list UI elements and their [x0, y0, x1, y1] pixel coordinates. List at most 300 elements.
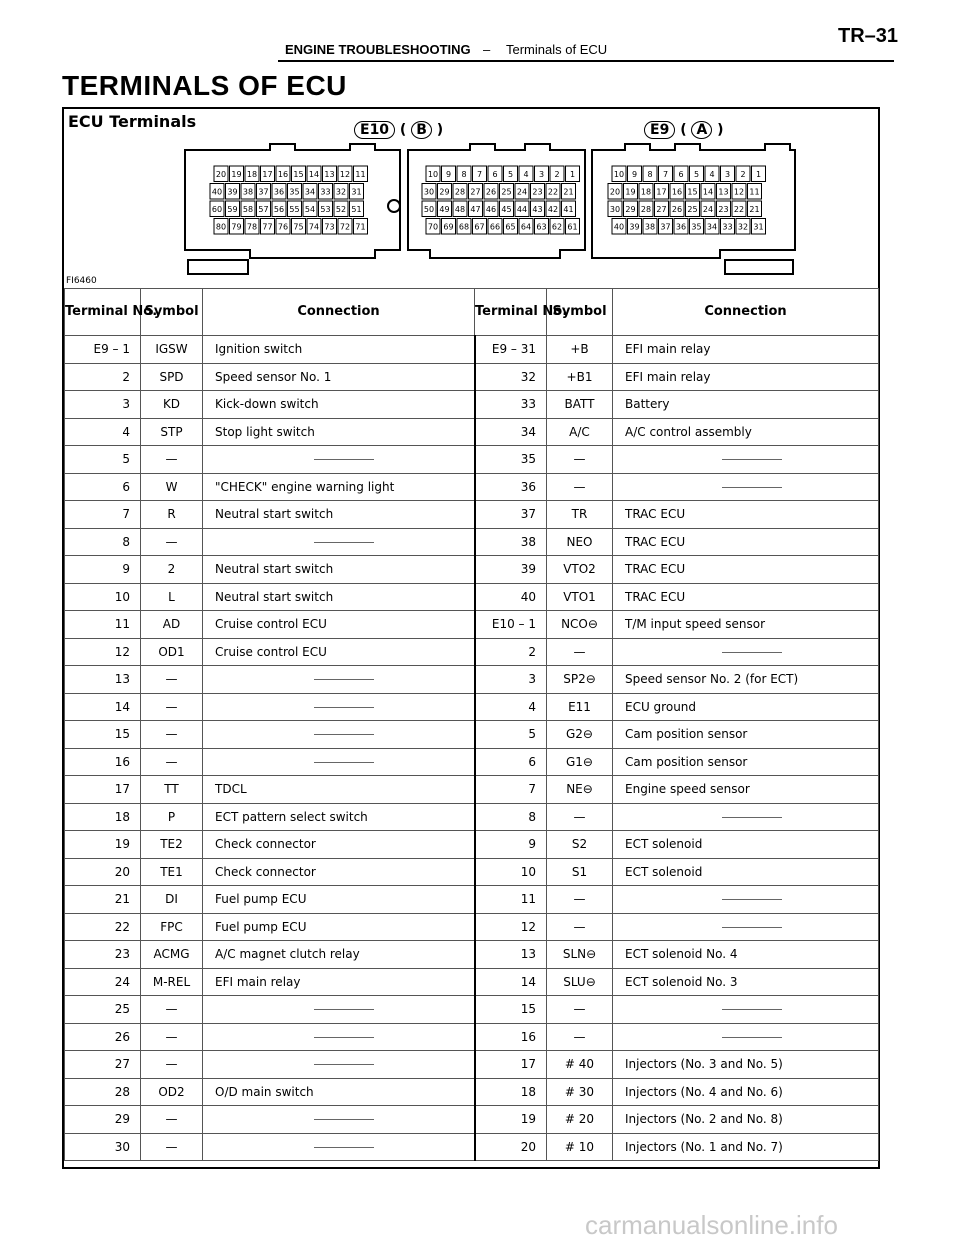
symbol-text: R — [167, 507, 176, 522]
terminal-no-text: 16 — [114, 754, 130, 769]
pin-number: 16 — [671, 187, 683, 197]
symbol-text: — — [165, 672, 178, 687]
symbol-cell — [547, 721, 613, 749]
connection-text: TRAC ECU — [625, 589, 686, 604]
pin-number: 23 — [532, 187, 543, 197]
connection-text: Check connector — [215, 837, 316, 852]
symbol-text: SP2⊖ — [563, 672, 596, 687]
connection-text: ECT solenoid No. 4 — [625, 947, 738, 962]
symbol-text: # 10 — [564, 1139, 595, 1154]
connection-text: TRAC ECU — [625, 562, 686, 577]
terminal-no-text: 34 — [520, 424, 536, 439]
table-row — [65, 1051, 879, 1079]
pin-number: 17 — [656, 187, 667, 197]
connection-text: Kick-down switch — [215, 397, 319, 412]
symbol-cell — [141, 556, 203, 584]
pin-number: 58 — [242, 205, 254, 214]
terminal-no-cell — [65, 748, 141, 776]
symbol-cell — [547, 748, 613, 776]
header-terminal-no: Terminal No. — [65, 289, 141, 336]
connection-cell — [613, 886, 879, 914]
pin-number: 80 — [215, 222, 227, 232]
symbol-text: OD1 — [158, 644, 185, 659]
symbol-cell — [547, 941, 613, 969]
terminal-no-cell — [475, 996, 547, 1024]
pin-number: 24 — [516, 187, 528, 197]
pin-number: 50 — [423, 205, 435, 214]
symbol-cell — [141, 913, 203, 941]
pin-number: 21 — [563, 187, 574, 197]
connection-text: Cam position sensor — [625, 754, 748, 769]
connection-cell — [613, 501, 879, 529]
symbol-text: +B1 — [566, 369, 593, 384]
symbol-cell — [141, 1106, 203, 1134]
symbol-cell — [547, 1051, 613, 1079]
symbol-cell — [547, 528, 613, 556]
pin-number: 21 — [749, 205, 760, 214]
symbol-cell — [141, 1051, 203, 1079]
symbol-text: P — [167, 809, 176, 824]
pin-number: 39 — [629, 222, 640, 232]
no-connection-mark — [722, 487, 782, 488]
terminal-no-cell — [65, 1133, 141, 1161]
terminal-no-text: 6 — [528, 754, 536, 769]
pin-number: 25 — [687, 205, 698, 214]
connection-cell — [203, 1133, 475, 1161]
terminal-no-cell — [65, 803, 141, 831]
pin-number: 18 — [640, 187, 652, 197]
terminal-no-text: 11 — [114, 617, 130, 632]
pin-number: 29 — [625, 205, 636, 214]
pin-number: 28 — [640, 205, 652, 214]
symbol-text: — — [165, 1057, 178, 1072]
symbol-text: — — [573, 452, 586, 467]
table-row — [65, 501, 879, 529]
table-row — [65, 1023, 879, 1051]
pin-number: 39 — [227, 187, 238, 197]
terminal-no-text: E9 – 31 — [491, 342, 536, 357]
symbol-cell — [141, 583, 203, 611]
terminal-no-text: 13 — [114, 672, 130, 687]
e10-pin-grid — [210, 166, 368, 234]
pin-number: 7 — [662, 170, 669, 179]
connection-cell — [203, 1078, 475, 1106]
connection-cell — [203, 858, 475, 886]
terminal-no-text: 22 — [114, 919, 130, 934]
connection-text: Neutral start switch — [215, 562, 334, 577]
pin-number: 26 — [485, 187, 497, 197]
symbol-cell — [141, 1078, 203, 1106]
terminal-no-cell — [475, 446, 547, 474]
terminal-no-cell — [65, 583, 141, 611]
connection-cell — [203, 1051, 475, 1079]
symbol-text: AD — [162, 617, 181, 632]
connection-cell — [613, 556, 879, 584]
symbol-cell — [547, 858, 613, 886]
symbol-text: BATT — [564, 397, 595, 412]
symbol-text: — — [165, 699, 178, 714]
table-row — [65, 583, 879, 611]
connection-cell — [203, 1106, 475, 1134]
symbol-cell — [141, 1133, 203, 1161]
connection-cell — [613, 611, 879, 639]
no-connection-mark — [314, 1009, 374, 1010]
pin-number: 27 — [656, 205, 667, 214]
connection-cell — [613, 336, 879, 364]
no-connection-mark — [314, 459, 374, 460]
terminal-no-text: 8 — [528, 809, 536, 824]
symbol-cell — [141, 886, 203, 914]
symbol-text: STP — [160, 424, 183, 439]
table-row — [65, 776, 879, 804]
e9-pin-grid — [608, 166, 766, 234]
no-connection-mark — [314, 1147, 374, 1148]
terminal-no-cell — [475, 721, 547, 749]
connector-letter-b: B — [411, 121, 432, 139]
table-row — [65, 803, 879, 831]
pin-number: 43 — [532, 205, 543, 214]
pin-number: 23 — [718, 205, 729, 214]
symbol-cell — [141, 748, 203, 776]
terminal-no-cell — [475, 418, 547, 446]
symbol-text: S2 — [571, 837, 588, 852]
symbol-text: — — [573, 644, 586, 659]
pin-number: 31 — [753, 222, 764, 232]
connection-cell — [203, 913, 475, 941]
symbol-text: — — [165, 1029, 178, 1044]
connection-cell — [613, 1106, 879, 1134]
symbol-cell — [141, 418, 203, 446]
connection-cell — [613, 446, 879, 474]
pin-number: 33 — [320, 187, 331, 197]
terminal-no-text: 4 — [122, 424, 130, 439]
terminal-no-text: 13 — [520, 947, 536, 962]
connection-cell — [613, 776, 879, 804]
connection-cell — [203, 556, 475, 584]
table-header-row — [65, 289, 879, 336]
pin-number: 4 — [523, 170, 529, 179]
pin-number: 61 — [567, 222, 578, 232]
symbol-cell — [547, 336, 613, 364]
terminal-no-cell — [475, 913, 547, 941]
pin-number: 57 — [258, 205, 269, 214]
terminal-no-cell — [475, 858, 547, 886]
symbol-text: VTO1 — [563, 589, 596, 604]
connection-text: ECU ground — [625, 699, 697, 714]
connection-text: ECT pattern select switch — [215, 809, 368, 824]
terminal-no-cell — [65, 1023, 141, 1051]
terminal-no-text: 10 — [114, 589, 130, 604]
symbol-cell — [547, 693, 613, 721]
watermark: carmanualsonline.info — [585, 1210, 838, 1240]
pin-number: 49 — [439, 205, 450, 214]
terminal-no-cell — [65, 638, 141, 666]
pin-number: 40 — [211, 187, 223, 197]
symbol-cell — [547, 913, 613, 941]
symbol-cell — [141, 446, 203, 474]
terminal-no-text: 14 — [520, 974, 536, 989]
table-row — [65, 1078, 879, 1106]
symbol-cell — [141, 693, 203, 721]
connection-cell — [613, 473, 879, 501]
terminal-no-text: 16 — [520, 1029, 536, 1044]
connection-cell — [613, 1051, 879, 1079]
symbol-text: TE2 — [160, 837, 183, 852]
connection-text: A/C magnet clutch relay — [215, 947, 360, 962]
terminal-no-text: 20 — [114, 864, 130, 879]
symbol-cell — [547, 638, 613, 666]
terminal-table — [64, 288, 879, 1161]
pin-number: 65 — [505, 222, 516, 232]
symbol-text: — — [165, 727, 178, 742]
terminal-no-cell — [65, 886, 141, 914]
connection-text: Injectors (No. 2 and No. 8) — [625, 1112, 783, 1127]
pin-number: 8 — [461, 170, 467, 179]
symbol-text: M-REL — [152, 974, 191, 989]
symbol-text: IGSW — [155, 342, 188, 357]
connection-text: ECT solenoid — [625, 837, 703, 852]
terminal-no-text: 23 — [114, 947, 130, 962]
terminal-no-text: 8 — [122, 534, 130, 549]
connection-cell — [613, 721, 879, 749]
symbol-cell — [141, 336, 203, 364]
no-connection-mark — [314, 679, 374, 680]
connection-cell — [203, 721, 475, 749]
pin-number: 47 — [470, 205, 481, 214]
pin-number: 28 — [454, 187, 466, 197]
pin-number: 9 — [445, 170, 452, 179]
pin-number: 4 — [709, 170, 715, 179]
symbol-cell — [141, 501, 203, 529]
pin-number: 62 — [551, 222, 563, 232]
terminal-no-text: 2 — [528, 644, 536, 659]
symbol-cell — [141, 858, 203, 886]
symbol-text: OD2 — [158, 1084, 185, 1099]
terminal-no-cell — [65, 858, 141, 886]
terminal-no-text: 10 — [520, 864, 536, 879]
terminal-no-text: 35 — [520, 452, 536, 467]
pin-number: 46 — [485, 205, 497, 214]
no-connection-mark — [722, 1009, 782, 1010]
terminal-no-text: 12 — [114, 644, 130, 659]
table-row — [65, 721, 879, 749]
symbol-cell — [547, 446, 613, 474]
table-row — [65, 941, 879, 969]
pin-number: 9 — [631, 170, 638, 179]
connection-text: Cruise control ECU — [215, 644, 327, 659]
connection-cell — [613, 638, 879, 666]
terminal-no-cell — [65, 1078, 141, 1106]
pin-number: 67 — [474, 222, 485, 232]
terminal-no-text: 21 — [114, 892, 130, 907]
connection-cell — [203, 446, 475, 474]
terminal-no-text: 5 — [528, 727, 536, 742]
pin-number: 2 — [554, 170, 560, 179]
connection-cell — [203, 1023, 475, 1051]
no-connection-mark — [314, 1064, 374, 1065]
pin-number: 56 — [273, 205, 285, 214]
pin-number: 79 — [231, 222, 242, 232]
connection-cell — [203, 693, 475, 721]
pin-number: 34 — [706, 222, 718, 232]
no-connection-mark — [722, 652, 782, 653]
e10-mid-pin-grid — [422, 166, 580, 234]
connection-cell — [613, 583, 879, 611]
connection-text: Injectors (No. 3 and No. 5) — [625, 1057, 783, 1072]
pin-number: 37 — [258, 187, 269, 197]
symbol-text: TE1 — [160, 864, 183, 879]
table-row — [65, 611, 879, 639]
pin-number: 25 — [501, 187, 512, 197]
no-connection-mark — [722, 927, 782, 928]
connection-cell — [203, 501, 475, 529]
symbol-cell — [547, 1133, 613, 1161]
connection-text: Fuel pump ECU — [215, 919, 307, 934]
pin-number: 36 — [273, 187, 285, 197]
connection-text: Fuel pump ECU — [215, 892, 307, 907]
connection-cell — [613, 1133, 879, 1161]
table-row — [65, 831, 879, 859]
table-row — [65, 446, 879, 474]
pin-number: 6 — [678, 170, 684, 179]
terminal-no-cell — [475, 501, 547, 529]
pin-number: 10 — [613, 170, 625, 179]
symbol-cell — [547, 363, 613, 391]
connection-text: Neutral start switch — [215, 507, 334, 522]
terminal-no-cell — [65, 446, 141, 474]
connection-text: TRAC ECU — [625, 507, 686, 522]
table-row — [65, 391, 879, 419]
symbol-cell — [141, 611, 203, 639]
symbol-text: SLU⊖ — [563, 974, 596, 989]
pin-number: 60 — [211, 205, 223, 214]
pin-number: 15 — [687, 187, 698, 197]
terminal-no-text: 39 — [520, 562, 536, 577]
terminal-no-cell — [475, 611, 547, 639]
symbol-text: A/C — [569, 424, 590, 439]
no-connection-mark — [314, 762, 374, 763]
symbol-cell — [141, 721, 203, 749]
symbol-text: +B — [570, 342, 589, 357]
table-row — [65, 336, 879, 364]
connection-cell — [613, 803, 879, 831]
connection-cell — [613, 1078, 879, 1106]
page-header — [0, 0, 960, 62]
pin-number: 11 — [749, 187, 760, 197]
symbol-text: — — [165, 1002, 178, 1017]
connection-cell — [203, 803, 475, 831]
terminal-no-text: 18 — [520, 1084, 536, 1099]
symbol-cell — [547, 776, 613, 804]
connection-cell — [613, 528, 879, 556]
connection-cell — [203, 748, 475, 776]
terminal-no-cell — [65, 831, 141, 859]
pin-number: 2 — [740, 170, 746, 179]
terminal-no-cell — [65, 968, 141, 996]
symbol-text: W — [165, 479, 178, 494]
symbol-text: G2⊖ — [566, 727, 593, 742]
terminal-no-cell — [475, 968, 547, 996]
pin-number: 48 — [454, 205, 466, 214]
pin-number: 68 — [458, 222, 470, 232]
symbol-cell — [141, 391, 203, 419]
pin-number: 32 — [335, 187, 347, 197]
terminal-no-text: 2 — [122, 369, 130, 384]
connection-text: Injectors (No. 1 and No. 7) — [625, 1139, 783, 1154]
symbol-cell — [141, 1023, 203, 1051]
page-number: TR–31 — [838, 25, 899, 47]
pin-number: 63 — [536, 222, 547, 232]
terminal-no-cell — [65, 501, 141, 529]
pin-number: 3 — [724, 170, 731, 179]
terminal-no-cell — [475, 803, 547, 831]
pin-number: 76 — [277, 222, 289, 232]
symbol-cell — [547, 473, 613, 501]
pin-number: 40 — [613, 222, 625, 232]
symbol-cell — [141, 996, 203, 1024]
symbol-cell — [547, 1023, 613, 1051]
terminal-no-text: 36 — [520, 479, 536, 494]
pin-number: 37 — [660, 222, 671, 232]
symbol-cell — [141, 528, 203, 556]
symbol-cell — [547, 611, 613, 639]
terminal-no-cell — [475, 776, 547, 804]
pin-number: 10 — [427, 170, 439, 179]
terminal-no-text: 6 — [122, 479, 130, 494]
connection-cell — [203, 968, 475, 996]
terminal-no-text: 9 — [122, 562, 130, 577]
table-row — [65, 858, 879, 886]
symbol-text: — — [573, 1029, 586, 1044]
terminal-no-text: 19 — [114, 837, 130, 852]
terminal-no-text: 33 — [520, 397, 536, 412]
connection-text: Injectors (No. 4 and No. 6) — [625, 1084, 783, 1099]
terminal-no-cell — [65, 721, 141, 749]
symbol-text: NEO — [566, 534, 593, 549]
symbol-text: — — [165, 452, 178, 467]
symbol-cell — [547, 556, 613, 584]
symbol-cell — [141, 473, 203, 501]
terminal-no-cell — [65, 776, 141, 804]
pin-number: 72 — [339, 222, 351, 232]
symbol-text: E11 — [568, 699, 591, 714]
connector-label-e9: E9 ( A ) — [644, 122, 724, 138]
terminal-no-text: 40 — [520, 589, 536, 604]
connector-label-e10: E10 ( B ) — [354, 122, 443, 138]
pin-number: 20 — [609, 187, 621, 197]
pin-number: 77 — [262, 222, 273, 232]
symbol-cell — [547, 968, 613, 996]
terminal-no-cell — [65, 693, 141, 721]
pin-number: 3 — [538, 170, 545, 179]
symbol-text: — — [165, 534, 178, 549]
no-connection-mark — [722, 459, 782, 460]
connection-cell — [203, 996, 475, 1024]
terminal-no-text: 12 — [520, 919, 536, 934]
terminal-no-cell — [65, 556, 141, 584]
terminal-no-text: 7 — [122, 507, 130, 522]
table-row — [65, 913, 879, 941]
connection-text: ECT solenoid — [625, 864, 703, 879]
terminal-no-cell — [65, 363, 141, 391]
pin-number: 20 — [215, 170, 227, 179]
terminal-no-cell — [65, 336, 141, 364]
table-row — [65, 473, 879, 501]
header-connection: Connection — [203, 289, 475, 336]
pin-number: 29 — [439, 187, 450, 197]
figure-title: ECU Terminals — [68, 112, 197, 131]
pin-number: 1 — [569, 170, 576, 179]
